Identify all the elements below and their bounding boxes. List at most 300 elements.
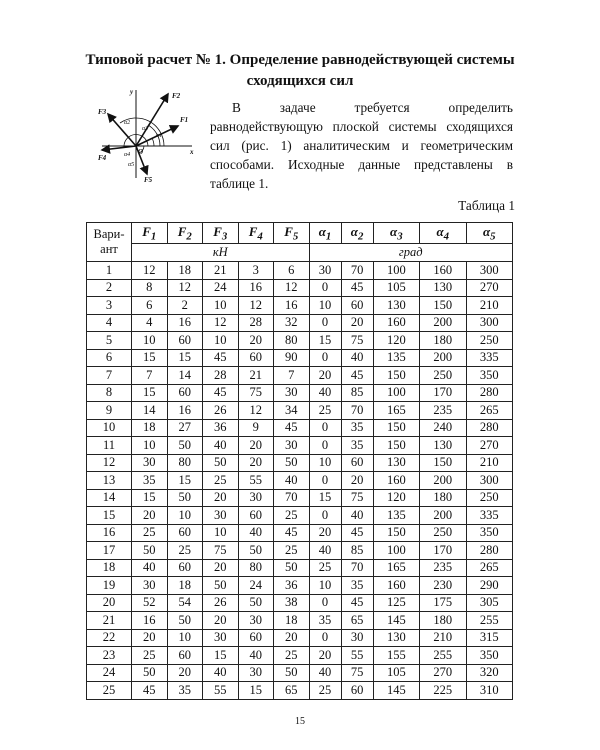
table-cell: 35 (341, 419, 373, 437)
table-cell: 250 (420, 524, 466, 542)
table-cell: 20 (132, 629, 168, 647)
variant-cell: 17 (87, 542, 132, 560)
table-cell: 10 (203, 524, 239, 542)
col-header-a5: $\alpha_5$ (466, 223, 513, 244)
table-row (87, 367, 513, 385)
table-cell: 70 (341, 262, 373, 280)
table-cell: 160 (373, 577, 419, 595)
table-cell: 75 (341, 489, 373, 507)
table-cell: 150 (373, 367, 419, 385)
table-cell: 80 (274, 332, 310, 350)
table-cell: 20 (274, 629, 310, 647)
col-header-f1: $F_1$ (132, 223, 168, 244)
label-a1: α1 (156, 133, 163, 139)
table-cell: 60 (238, 507, 274, 525)
table-cell: 150 (420, 454, 466, 472)
table-cell: 50 (274, 559, 310, 577)
variant-cell: 10 (87, 419, 132, 437)
table-cell: 30 (341, 629, 373, 647)
force-diagram (92, 86, 202, 182)
variant-cell: 7 (87, 367, 132, 385)
table-cell: 14 (132, 402, 168, 420)
table-cell: 45 (274, 524, 310, 542)
table-cell: 7 (274, 367, 310, 385)
col-header-f4: $F_4$ (238, 223, 274, 244)
table-cell: 60 (341, 454, 373, 472)
table-cell: 65 (274, 682, 310, 700)
table-cell: 7 (132, 367, 168, 385)
table-cell: 50 (167, 489, 203, 507)
col-header-a2: $\alpha_2$ (341, 223, 373, 244)
table-cell: 12 (238, 297, 274, 315)
data-table (86, 222, 513, 700)
page-number: 15 (295, 716, 305, 727)
table-cell: 180 (420, 612, 466, 630)
table-cell: 15 (132, 349, 168, 367)
table-cell: 315 (466, 629, 513, 647)
table-cell: 0 (309, 472, 341, 490)
table-cell: 60 (341, 297, 373, 315)
table-cell: 25 (309, 402, 341, 420)
label-x: x (190, 148, 194, 156)
table-cell: 12 (203, 314, 239, 332)
label-f5: F5 (144, 176, 153, 182)
variant-cell: 4 (87, 314, 132, 332)
table-cell: 0 (309, 629, 341, 647)
table-cell: 45 (341, 367, 373, 385)
table-cell: 50 (203, 577, 239, 595)
table-cell: 25 (309, 559, 341, 577)
table-row (87, 384, 513, 402)
table-cell: 70 (341, 402, 373, 420)
table-cell: 160 (373, 472, 419, 490)
table-cell: 16 (274, 297, 310, 315)
variant-cell: 2 (87, 279, 132, 297)
table-cell: 230 (420, 577, 466, 595)
table-cell: 180 (420, 489, 466, 507)
table-cell: 30 (274, 384, 310, 402)
table-cell: 15 (132, 384, 168, 402)
variant-cell: 23 (87, 647, 132, 665)
table-cell: 15 (132, 489, 168, 507)
table-cell: 40 (309, 384, 341, 402)
table-cell: 200 (420, 314, 466, 332)
table-cell: 130 (373, 454, 419, 472)
table-cell: 20 (238, 332, 274, 350)
table-cell: 60 (238, 629, 274, 647)
table-cell: 75 (341, 332, 373, 350)
table-cell: 335 (466, 507, 513, 525)
angle-arc-a1 (152, 138, 154, 146)
table-row (87, 577, 513, 595)
col-header-a3: $\alpha_3$ (373, 223, 419, 244)
table-cell: 240 (420, 419, 466, 437)
table-cell: 60 (167, 559, 203, 577)
table-cell: 255 (420, 647, 466, 665)
table-cell: 60 (167, 647, 203, 665)
table-cell: 20 (203, 612, 239, 630)
table-cell: 235 (420, 559, 466, 577)
table-cell: 45 (341, 594, 373, 612)
variant-cell: 19 (87, 577, 132, 595)
table-cell: 18 (167, 262, 203, 280)
table-cell: 24 (203, 279, 239, 297)
table-cell: 6 (132, 297, 168, 315)
table-cell: 50 (132, 542, 168, 560)
variant-cell: 1 (87, 262, 132, 280)
table-cell: 30 (132, 577, 168, 595)
table-cell: 16 (167, 314, 203, 332)
table-cell: 280 (466, 384, 513, 402)
table-row (87, 262, 513, 280)
table-cell: 165 (373, 559, 419, 577)
table-cell: 100 (373, 542, 419, 560)
label-a4: α4 (124, 152, 131, 158)
variant-cell: 16 (87, 524, 132, 542)
table-cell: 35 (167, 682, 203, 700)
variant-cell: 13 (87, 472, 132, 490)
table-row (87, 279, 513, 297)
table-cell: 45 (203, 384, 239, 402)
table-cell: 38 (274, 594, 310, 612)
col-header-f2: $F_2$ (167, 223, 203, 244)
table-cell: 130 (420, 437, 466, 455)
table-cell: 10 (309, 454, 341, 472)
table-cell: 200 (420, 349, 466, 367)
table-cell: 60 (167, 332, 203, 350)
table-cell: 45 (132, 682, 168, 700)
table-row (87, 332, 513, 350)
table-cell: 0 (309, 507, 341, 525)
table-cell: 16 (132, 612, 168, 630)
variant-cell: 22 (87, 629, 132, 647)
label-f4: F4 (98, 154, 107, 162)
table-cell: 15 (203, 647, 239, 665)
table-cell: 20 (238, 437, 274, 455)
label-f2: F2 (172, 92, 181, 100)
table-cell: 8 (132, 279, 168, 297)
table-cell: 40 (238, 647, 274, 665)
table-cell: 9 (238, 419, 274, 437)
table-cell: 35 (341, 437, 373, 455)
label-a2: α2 (124, 120, 131, 126)
table-cell: 45 (341, 279, 373, 297)
table-cell: 25 (132, 524, 168, 542)
table-cell: 135 (373, 507, 419, 525)
label-a3: α3 (142, 126, 149, 132)
table-cell: 250 (466, 489, 513, 507)
table-cell: 120 (373, 489, 419, 507)
variant-cell: 6 (87, 349, 132, 367)
table-cell: 6 (274, 262, 310, 280)
table-row (87, 507, 513, 525)
table-cell: 3 (238, 262, 274, 280)
table-cell: 55 (238, 472, 274, 490)
table-cell: 30 (238, 489, 274, 507)
variant-cell: 15 (87, 507, 132, 525)
table-cell: 52 (132, 594, 168, 612)
table-cell: 15 (167, 472, 203, 490)
table-cell: 25 (132, 647, 168, 665)
table-cell: 20 (341, 472, 373, 490)
table-cell: 10 (203, 332, 239, 350)
table-cell: 28 (203, 367, 239, 385)
variant-cell: 20 (87, 594, 132, 612)
table-cell: 30 (203, 507, 239, 525)
table-cell: 210 (466, 454, 513, 472)
table-cell: 16 (238, 279, 274, 297)
table-cell: 280 (466, 419, 513, 437)
table-cell: 50 (132, 664, 168, 682)
table-row (87, 647, 513, 665)
table-cell: 20 (309, 647, 341, 665)
table-cell: 170 (420, 384, 466, 402)
table-cell: 100 (373, 384, 419, 402)
variant-cell: 11 (87, 437, 132, 455)
table-cell: 70 (274, 489, 310, 507)
table-cell: 45 (274, 419, 310, 437)
table-cell: 30 (238, 664, 274, 682)
table-cell: 50 (274, 454, 310, 472)
table-row (87, 472, 513, 490)
table-cell: 70 (341, 559, 373, 577)
table-cell: 250 (466, 332, 513, 350)
table-cell: 335 (466, 349, 513, 367)
table-cell: 40 (341, 507, 373, 525)
col-header-a1: $\alpha_1$ (309, 223, 341, 244)
table-cell: 210 (466, 297, 513, 315)
table-header-row (87, 223, 513, 244)
table-cell: 75 (238, 384, 274, 402)
variant-header: Вари-ант (87, 223, 132, 262)
table-cell: 60 (167, 384, 203, 402)
table-cell: 30 (274, 437, 310, 455)
table-cell: 20 (132, 507, 168, 525)
table-body (87, 262, 513, 700)
table-cell: 14 (167, 367, 203, 385)
variant-cell: 24 (87, 664, 132, 682)
table-cell: 125 (373, 594, 419, 612)
table-cell: 40 (309, 664, 341, 682)
force-arrow-f3 (108, 114, 136, 146)
table-cell: 290 (466, 577, 513, 595)
table-cell: 25 (167, 542, 203, 560)
table-row (87, 664, 513, 682)
table-cell: 100 (373, 262, 419, 280)
label-y: y (130, 88, 134, 96)
title-line-2: сходящихся сил (246, 73, 354, 89)
variant-cell: 18 (87, 559, 132, 577)
table-cell: 20 (238, 454, 274, 472)
table-cell: 36 (203, 419, 239, 437)
variant-cell: 25 (87, 682, 132, 700)
table-cell: 30 (132, 454, 168, 472)
table-cell: 15 (167, 349, 203, 367)
table-cell: 145 (373, 682, 419, 700)
table-cell: 12 (167, 279, 203, 297)
table-cell: 0 (309, 279, 341, 297)
table-cell: 270 (466, 279, 513, 297)
table-cell: 40 (203, 664, 239, 682)
table-cell: 310 (466, 682, 513, 700)
table-cell: 210 (420, 629, 466, 647)
table-cell: 26 (203, 402, 239, 420)
table-cell: 28 (238, 314, 274, 332)
table-cell: 10 (132, 437, 168, 455)
table-cell: 50 (167, 437, 203, 455)
table-cell: 18 (167, 577, 203, 595)
table-cell: 50 (167, 612, 203, 630)
variant-cell: 5 (87, 332, 132, 350)
table-cell: 90 (274, 349, 310, 367)
table-cell: 10 (309, 297, 341, 315)
table-cell: 40 (132, 559, 168, 577)
table-cell: 10 (167, 629, 203, 647)
table-cell: 265 (466, 559, 513, 577)
table-cell: 55 (203, 682, 239, 700)
table-cell: 54 (167, 594, 203, 612)
table-cell: 250 (420, 367, 466, 385)
table-cell: 40 (203, 437, 239, 455)
table-cell: 20 (167, 664, 203, 682)
table-cell: 40 (341, 349, 373, 367)
table-cell: 25 (274, 542, 310, 560)
table-cell: 80 (167, 454, 203, 472)
table-cell: 32 (274, 314, 310, 332)
table-cell: 60 (341, 682, 373, 700)
label-f1: F1 (180, 116, 189, 124)
table-row (87, 542, 513, 560)
table-cell: 10 (132, 332, 168, 350)
table-cell: 4 (132, 314, 168, 332)
table-cell: 25 (203, 472, 239, 490)
table-cell: 36 (274, 577, 310, 595)
table-cell: 20 (203, 489, 239, 507)
table-cell: 270 (420, 664, 466, 682)
table-cell: 225 (420, 682, 466, 700)
table-cell: 150 (420, 297, 466, 315)
table-cell: 50 (274, 664, 310, 682)
table-row (87, 524, 513, 542)
table-cell: 0 (309, 419, 341, 437)
table-cell: 0 (309, 314, 341, 332)
table-cell: 85 (341, 384, 373, 402)
variant-cell: 3 (87, 297, 132, 315)
table-caption: Таблица 1 (458, 198, 515, 213)
label-o: O (138, 148, 144, 156)
table-cell: 55 (341, 647, 373, 665)
table-cell: 26 (203, 594, 239, 612)
variant-cell: 12 (87, 454, 132, 472)
table-cell: 150 (373, 437, 419, 455)
table-cell: 2 (167, 297, 203, 315)
col-header-a4: $\alpha_4$ (420, 223, 466, 244)
table-cell: 20 (203, 559, 239, 577)
label-a5: α5 (128, 162, 135, 168)
table-cell: 34 (274, 402, 310, 420)
table-cell: 65 (341, 612, 373, 630)
table-row (87, 489, 513, 507)
table-cell: 75 (203, 542, 239, 560)
table-cell: 25 (274, 647, 310, 665)
table-row (87, 297, 513, 315)
table-cell: 270 (466, 437, 513, 455)
table-cell: 30 (238, 612, 274, 630)
table-cell: 105 (373, 664, 419, 682)
table-cell: 12 (238, 402, 274, 420)
table-cell: 280 (466, 542, 513, 560)
table-cell: 50 (203, 454, 239, 472)
variant-cell: 8 (87, 384, 132, 402)
table-cell: 105 (373, 279, 419, 297)
table-cell: 130 (420, 279, 466, 297)
table-row (87, 594, 513, 612)
table-cell: 18 (132, 419, 168, 437)
units-row (87, 244, 513, 262)
table-cell: 25 (274, 507, 310, 525)
table-cell: 15 (309, 489, 341, 507)
table-cell: 80 (238, 559, 274, 577)
table-cell: 35 (309, 612, 341, 630)
table-cell: 265 (466, 402, 513, 420)
col-header-f5: $F_5$ (274, 223, 310, 244)
table-cell: 20 (309, 524, 341, 542)
force-arrow-f4 (102, 146, 136, 150)
table-cell: 10 (167, 507, 203, 525)
variant-cell: 14 (87, 489, 132, 507)
table-row (87, 437, 513, 455)
table-cell: 305 (466, 594, 513, 612)
table-cell: 21 (203, 262, 239, 280)
title-line-1: Типовой расчет № 1. Определение равнодействующей системы (85, 52, 515, 68)
table-cell: 85 (341, 542, 373, 560)
table-cell: 320 (466, 664, 513, 682)
table-cell: 45 (341, 524, 373, 542)
table-row (87, 402, 513, 420)
table-row (87, 349, 513, 367)
table-cell: 10 (203, 297, 239, 315)
table-cell: 35 (132, 472, 168, 490)
table-cell: 200 (420, 472, 466, 490)
table-cell: 12 (132, 262, 168, 280)
table-cell: 40 (238, 524, 274, 542)
table-cell: 35 (341, 577, 373, 595)
table-cell: 16 (167, 402, 203, 420)
table-cell: 27 (167, 419, 203, 437)
table-row (87, 419, 513, 437)
table-cell: 120 (373, 332, 419, 350)
table-cell: 200 (420, 507, 466, 525)
table-cell: 170 (420, 542, 466, 560)
table-cell: 150 (373, 524, 419, 542)
table-row (87, 559, 513, 577)
table-cell: 50 (238, 594, 274, 612)
variant-cell: 21 (87, 612, 132, 630)
table-cell: 255 (466, 612, 513, 630)
table-row (87, 612, 513, 630)
table-cell: 75 (341, 664, 373, 682)
table-cell: 45 (203, 349, 239, 367)
table-cell: 20 (309, 367, 341, 385)
table-cell: 20 (341, 314, 373, 332)
table-cell: 300 (466, 314, 513, 332)
task-description-text: В задаче требуется определить равнодействующую плоской системы сходящихся сил (рис. 1) аналитическим и геометрическим способами. Исходные данные представлены в таблице 1. (210, 100, 513, 191)
table-cell: 350 (466, 647, 513, 665)
table-row (87, 682, 513, 700)
table-cell: 160 (420, 262, 466, 280)
table-cell: 12 (274, 279, 310, 297)
table-cell: 180 (420, 332, 466, 350)
